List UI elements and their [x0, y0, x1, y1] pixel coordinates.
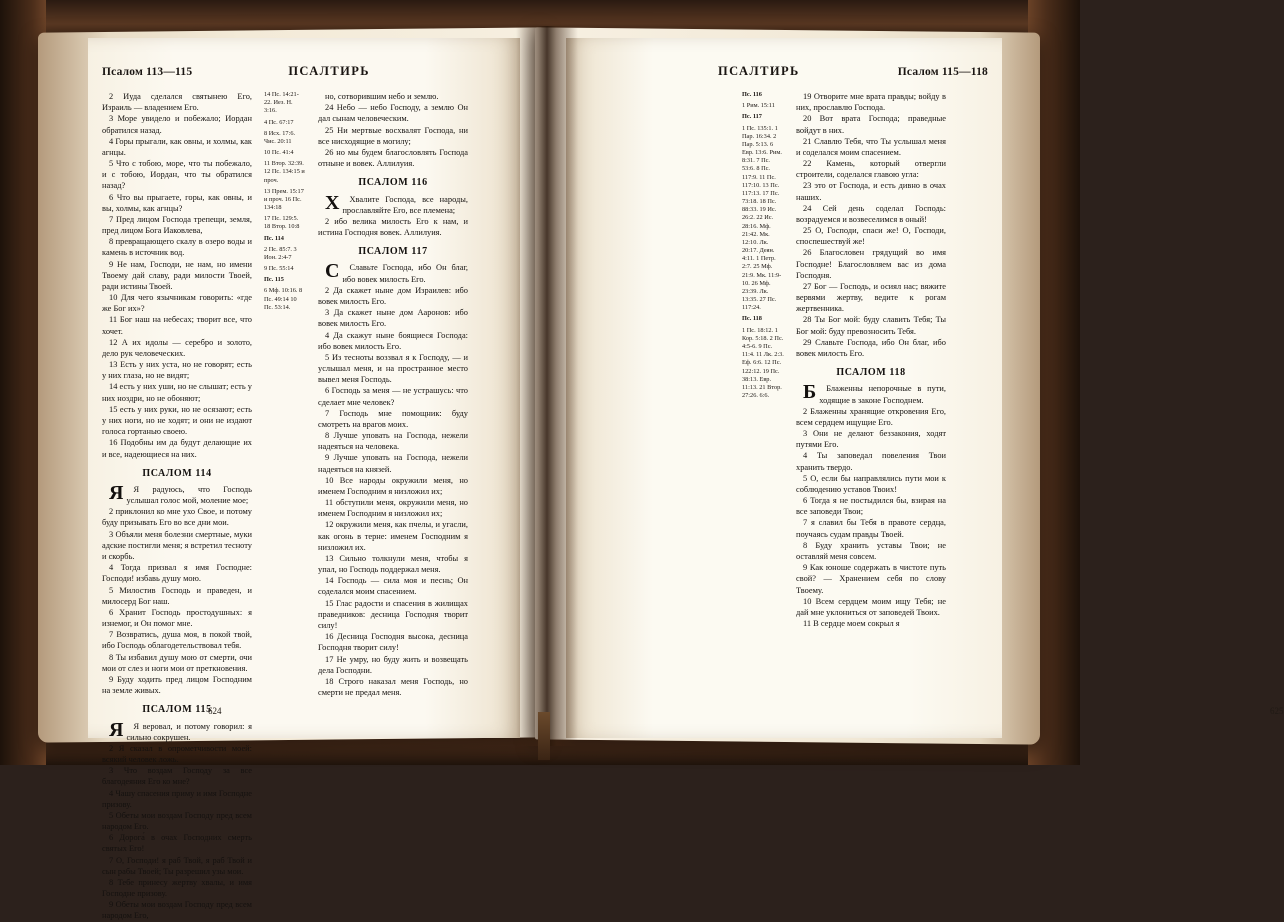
verse: 5 Милостив Господь и праведен, и милосерд Бог наш. [102, 585, 252, 606]
columns-right [566, 79, 1002, 629]
header-reference-left: Псалом 113—115 [102, 66, 193, 78]
verse [318, 191, 468, 216]
verse: 25 О, Господи, спаси же! О, Господи, споспешествуй же! [796, 226, 946, 247]
drop-cap: Я [109, 718, 124, 741]
verse [796, 383, 946, 405]
verse: 7 Пред лицом Господа трепещи, земля, пред лицом Бога Иаковлева, [102, 214, 252, 236]
drop-cap: Б [803, 381, 817, 404]
verse: 6 Тогда я не постыдился бы, взирая на все заповеди Твои; [796, 496, 946, 517]
verse: 17 Не умру, но буду жить и возвещать дела Господни. [318, 654, 468, 675]
verse: 29 Славьте Господа, ибо Он благ, ибо вовек милость Его. [796, 337, 946, 358]
cross-reference: 13 Прем. 15:17 и проч. 16 Пс. 134:18 [264, 187, 304, 212]
cross-reference-heading: Пс. 118 [742, 315, 762, 323]
cross-reference: 6 Мф. 10:16. 8 Пс. 49:14 10 Пс. 53:14. [264, 287, 303, 311]
text-column-2 [311, 91, 468, 922]
page-number-right: 625 [1270, 706, 1284, 716]
verse: 14 есть у них уши, но не слышат; есть у них ноздри, но не обоняют; [102, 382, 252, 403]
verse: 7 я славил бы Тебя в правоте сердца, поучаясь судам правды Твоей. [796, 518, 946, 539]
psalm-heading-118: ПСАЛОМ 118 [836, 367, 906, 379]
verse: 2 Блаженны хранящие откровения Его, всем сердцем ищущие Его. [796, 406, 946, 427]
verse: 10 Все народы окружили меня, но именем Господним я низложил их; [318, 475, 468, 496]
verse: 8 превращающего скалу в озеро воды и камень в источник вод. [102, 237, 252, 258]
verse: 14 Господь — сила моя и песнь; Он соделался моим спасением. [318, 576, 468, 597]
verse: 20 Вот врата Господа; праведные войдут в них. [796, 114, 946, 135]
cross-reference: 17 Пс. 129:5. 18 Втор. 10:8 [264, 215, 300, 231]
cross-reference: 2 Пс. 85:7. 3 Ион. 2:4-7 [264, 245, 297, 261]
cross-reference: 11 Втор. 32:39. 12 Пс. 134:15 и проч. [264, 160, 305, 184]
verse: 8 Лучше уповать на Господа, нежели надеяться на человека. [318, 431, 468, 452]
cross-reference: 1 Рим. 15:11 [742, 102, 775, 110]
verse: 4 Горы прыгали, как овны, и холмы, как агнцы. [102, 136, 252, 157]
cross-reference-column-right [737, 91, 789, 629]
cross-reference-heading: Пс. 116 [742, 91, 762, 98]
verse: 8 Ты избавил душу мою от смерти, очи мои от слез и ноги мои от преткновения. [102, 652, 252, 673]
verse: 9 Обеты мои воздам Господу пред всем народом Его, [102, 900, 252, 921]
verse: 8 Буду хранить уставы Твои; не оставляй меня совсем. [796, 540, 946, 561]
text-column-3 [580, 91, 737, 629]
verse: 5 О, если бы направлялись пути мои к соблюдению уставов Твоих! [796, 473, 946, 494]
verse: 4 Ты заповедал повеления Твои хранить твердо. [796, 451, 946, 472]
cross-reference: 10 Пс. 41:4 [264, 149, 294, 157]
page-header-left [88, 64, 520, 79]
cross-reference: 1 Пс. 18:12. 1 Кор. 5:18. 2 Пс. 4:5-6. 9 Пс. 11:4. 11 Лк. 2:3. Еф. 6:6. 12 Пс. 122:12. 19 Пс. 38:13. Евр. 11:13. 21 Втор. 27:26. 6:6. [742, 326, 784, 400]
columns-left [88, 79, 520, 922]
verse [318, 262, 468, 284]
header-book-title-right: ПСАЛТИРЬ [718, 64, 800, 78]
verse: 15 есть у них руки, но не осязают; есть у них ноги, но не ходят; и они не издают голоса гортанью своею. [102, 404, 252, 437]
verse: 24 Сей день соделал Господь: возрадуемся и возвеселимся в оный! [796, 203, 946, 224]
verse: 8 Тебе принесу жертву хвалы, и имя Господне призову. [102, 877, 252, 899]
verse: 3 Море увидело и побежало; Иордан обратился назад. [102, 114, 252, 135]
verse: 22 Камень, который отвергли строители, соделался главою угла: [796, 159, 946, 180]
verse: 2 Иуда сделался святынею Его, Израиль — владением Его. [102, 92, 252, 113]
verse: 12 окружили меня, как пчелы, и угасли, как огонь в терне: именем Господним я низложил их. [318, 520, 468, 552]
verse: 2 ибо велика милость Его к нам, и истина Господня вовек. Аллилуия. [318, 216, 468, 238]
verse: 11 обступили меня, окружили меня, но именем Господним я низложил их; [318, 498, 468, 519]
verse: 2 приклонил ко мне ухо Свое, и потому буду призывать Его во все дни мои. [102, 507, 252, 528]
verse: но, сотворившим небо и землю. [325, 92, 439, 101]
cross-reference: 8 Исх. 17:6. Чис. 20:11 [264, 129, 296, 145]
book-ribbon [538, 712, 550, 760]
verse: 7 Господь мне помощник: буду смотреть на врагов моих. [318, 408, 468, 429]
page-number-left: 624 [208, 706, 222, 716]
drop-cap: Х [325, 191, 340, 214]
cross-reference: 4 Пс. 67:17 [264, 118, 294, 126]
cross-reference: 1 Пс. 135:1. 1 Пар. 16:34. 2 Пар. 5:13. 6 Евр. 13:6. Рим. 8:31. 7 Пс. 53:6. 8 Пс. 117:9. 11 Пс. 117:10. 13 Пс. 117:13. 17 Пс. 73:18. 18 Пс. 88:33. 19 Ис. 26:2. 22 Ис. 28:16. Мф. 21:42. Мк. 12:10. Лк. 20:17. Деян. 4:11. 1 Петр. 2:7. 25 Мф. 21:9. Мк. 11:9-10. 26 Мф. 23:39. Лк. 13:35. 27 Пс. 117:24. [742, 124, 782, 312]
psalm-heading-115: ПСАЛОМ 115 [142, 704, 212, 716]
verse: 6 Что вы прыгаете, горы, как овны, и вы, холмы, как агнцы? [102, 192, 252, 213]
cross-reference: 14 Пс. 14:21-22. Иез. Н. 3:16. [264, 91, 299, 115]
verse: 10 Для чего язычникам говорить: «где же Бог их»? [102, 293, 252, 314]
verse: 2 Да скажет ныне дом Израилев: ибо вовек милость Его. [318, 285, 468, 306]
verse: 21 Славлю Тебя, что Ты услышал меня и соделался моим спасением. [796, 136, 946, 157]
verse-text: Славьте Господа, ибо Он благ, ибо вовек милость Его. [342, 263, 468, 284]
verse: 3 Что воздам Господу за все благодеяния Его ко мне? [102, 766, 252, 787]
verse [102, 718, 252, 743]
verse: 4 Тогда призвал я имя Господне: Господи! избавь душу мою. [102, 563, 252, 584]
verse-text: Хвалите Господа, все народы, прославляйте Его, все племена; [342, 194, 468, 215]
header-book-title-left: ПСАЛТИРЬ [288, 64, 370, 78]
header-reference-right: Псалом 115—118 [897, 66, 988, 78]
verse-text: Я радуюсь, что Господь услышал голос мой, моление мое; [126, 484, 252, 506]
verse: 5 Обеты мои воздам Господу пред всем народом Его. [102, 810, 252, 832]
cross-reference: 9 Пс. 55:14 [264, 265, 294, 273]
verse: 27 Бог — Господь, и осиял нас; вяжите вервями жертву, ведите к рогам жертвенника. [796, 281, 946, 314]
verse: 12 А их идолы — серебро и золото, дело рук человеческих. [102, 337, 252, 358]
verse: 26 Благословен грядущий во имя Господне! Благословляем вас из дома Господня. [796, 248, 946, 280]
verse: 7 Возвратись, душа моя, в покой твой, ибо Господь облагодетельствовал тебя. [102, 630, 252, 651]
verse: 19 Отворите мне врата правды; войду в них, прославлю Господа. [796, 92, 946, 113]
verse: 11 Бог наш на небесах; творит все, что хочет. [102, 315, 252, 336]
verse: 15 Глас радости и спасения в жилищах праведников: десница Господня творит силу! [318, 598, 468, 630]
verse: 11 В сердце моем сокрыл я [803, 619, 900, 629]
verse: 16 Десница Господня высока, десница Господня творит силу! [318, 632, 468, 653]
verse: 16 Подобны им да будут делающие их и все, надеющиеся на них. [102, 438, 252, 459]
verse: 3 Да скажет ныне дом Ааронов: ибо вовек милость Его. [318, 308, 468, 329]
verse: 4 Чашу спасения приму и имя Господне призову. [102, 788, 252, 809]
verse: 5 Что с тобою, море, что ты побежало, и с тобою, Иордан, что ты обратился назад? [102, 159, 252, 191]
verse: 25 Ни мертвые восхвалят Господа, ни все нисходящие в могилу; [318, 125, 468, 146]
drop-cap: Я [109, 481, 124, 504]
psalm-heading-116: ПСАЛОМ 116 [358, 177, 428, 189]
verse: 6 Господь за меня — не устрашусь: что сделает мне человек? [318, 386, 468, 407]
cross-reference-heading: Пс. 117 [742, 113, 762, 121]
psalm-heading-114: ПСАЛОМ 114 [142, 467, 212, 479]
verse: 18 Строго наказал меня Господь, но смерти не предал меня. [318, 676, 468, 698]
verse: 6 Хранит Господь простодушных: я изнемог, и Он помог мне. [102, 607, 252, 629]
page-right [566, 38, 1284, 738]
cross-reference-column-left [259, 91, 311, 922]
text-column-1 [102, 91, 259, 922]
verse: 3 Они не делают беззакония, ходят путями Его. [796, 429, 946, 450]
verse: 10 Всем сердцем моим ищу Тебя; не дай мне уклониться от заповедей Твоих. [796, 596, 946, 617]
verse: 13 Сильно толкнули меня, чтобы я упал, но Господь поддержал меня. [318, 553, 468, 575]
verse: 24 Небо — небо Господу, а землю Он дал сынам человеческим. [318, 103, 468, 124]
psalm-heading-117: ПСАЛОМ 117 [358, 246, 428, 258]
verse: 9 Лучше уповать на Господа, нежели надеяться на князей. [318, 453, 468, 474]
verse: 13 Есть у них уста, но не говорят; есть у них глаза, но не видят; [102, 360, 252, 381]
verse: 4 Да скажут ныне боящиеся Господа: ибо вовек милость Его. [318, 330, 468, 351]
verse: 9 Буду ходить пред лицом Господним на земле живых. [102, 674, 252, 696]
verse: 5 Из тесноты воззвал я к Господу, — и услышал меня, и на пространное место вывел меня Господь. [318, 352, 468, 385]
page-header-right [566, 64, 1002, 79]
verse-text: Я веровал, и потому говорил: я сильно сокрушен. [126, 721, 252, 742]
verse: 28 Ты Бог мой: буду славить Тебя; Ты Бог мой: буду превозносить Тебя. [796, 315, 946, 336]
verse: 9 Не нам, Господи, не нам, но имени Твоему дай славу, ради милости Твоей, ради истины Твоей. [102, 259, 252, 291]
verse: 2 Я сказал в опрометчивости моей: всякий человек ложь. [102, 743, 252, 765]
text-column-4 [789, 91, 946, 629]
cross-reference-heading: Пс. 115 [264, 276, 284, 284]
verse: 26 но мы будем благословлять Господа отныне и вовек. Аллилуия. [318, 147, 468, 169]
drop-cap: С [325, 260, 340, 283]
verse-text: Блаженны непорочные в пути, ходящие в законе Господнем. [819, 384, 946, 405]
page-left [88, 38, 520, 921]
verse: 9 Как юноше содержать в чистоте путь свой? — Хранением себя по слову Твоему. [796, 563, 946, 595]
verse: 6 Дорога́ в очах Господних смерть святых Его! [102, 833, 252, 854]
verse: 3 Объяли меня болезни смертные, муки адские постигли меня; я встретил тесноту и скорбь. [102, 529, 252, 561]
cross-reference-heading: Пс. 114 [264, 234, 284, 242]
verse: 7 О, Господи! я раб Твой, я раб Твой и сын рабы Твоей; Ты разрешил узы мои. [102, 855, 252, 876]
verse [102, 481, 252, 506]
verse: 23 это от Господа, и есть дивно в очах наших. [796, 181, 946, 202]
